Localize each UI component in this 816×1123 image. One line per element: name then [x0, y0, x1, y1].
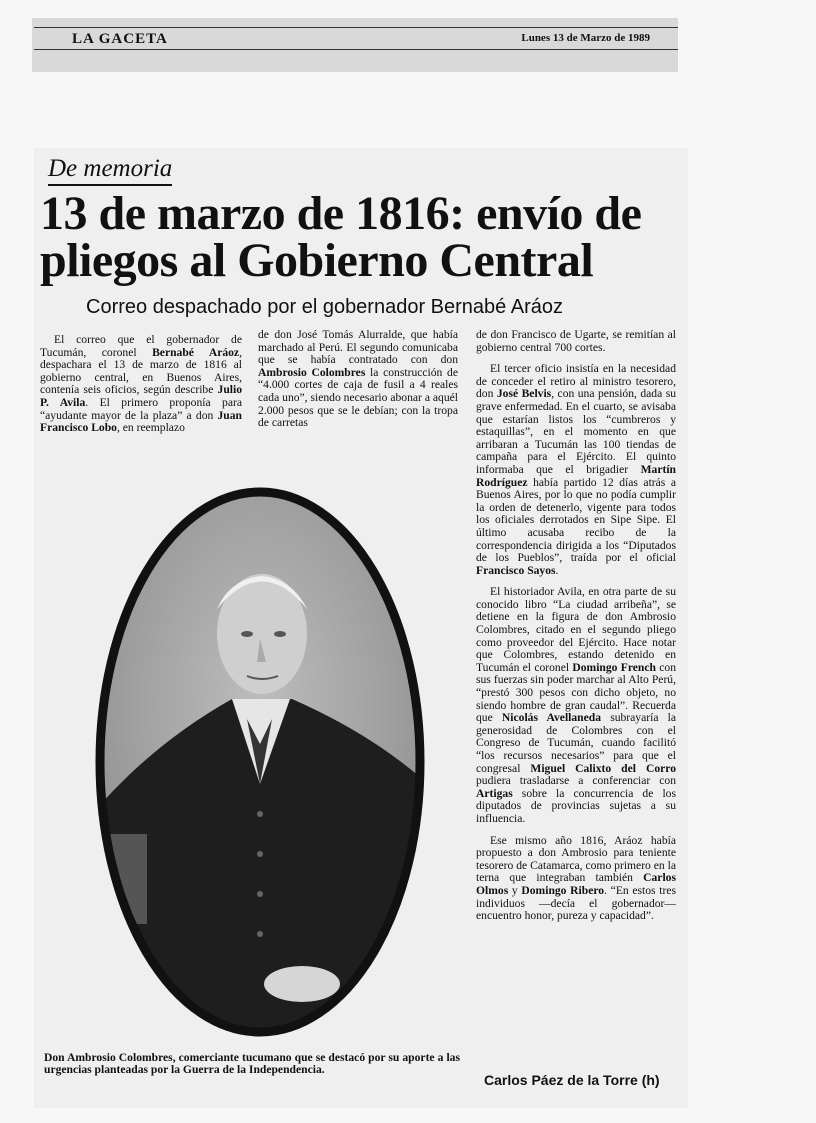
text-run: , despachara el 13 de marzo de 1816 al gobierno central, en Buenos Aires, contenía seis oficios, según describe	[40, 345, 242, 397]
text-run: había partido 12 días atrás a Buenos Aires, por lo que no podía cumplir la orden de detenerlo, vigente para todos los oficiales derrotados en Sipe Sipe. El último acusaba recibo de la correspondencia dirigida a los “Diputados de los Pueblos”, traída por el oficial	[476, 475, 676, 565]
text-run: El historiador Avila, en otra parte de su conocido libro “La ciudad arribeña”, se detiene en la figura de don Ambrosio Colombres, citado en el segundo pliego como proveedor del Ejército. Hace notar que Colombres, estando detenido en Tucumán el coronel	[476, 585, 676, 674]
bold-name: Carlos Olmos	[476, 871, 676, 897]
paragraph	[258, 329, 458, 430]
article-column-3	[476, 329, 676, 932]
bold-name: Ambrosio Colombres	[258, 365, 366, 379]
text-run: y	[508, 883, 522, 897]
text-run: sobre la concurrencia de los diputados de provincias sujetas a su influencia.	[476, 786, 676, 825]
paragraph	[476, 329, 676, 354]
paragraph	[476, 586, 676, 825]
bold-name: Artigas	[476, 786, 513, 800]
headline	[40, 187, 690, 287]
text-run: con sus fuerzas sin poder marchar al Alto Perú, “prestó 300 pesos con dicho objeto, no siendo hombre de gran caudal”. Recuerda que	[476, 660, 676, 725]
newspaper-name: LA GACETA	[72, 31, 168, 47]
subheadline: Correo despachado por el gobernador Bernabé Aráoz	[86, 296, 563, 318]
masthead-rule-bottom	[34, 49, 678, 50]
text-run: , con una pensión, dada su grave enfermedad. En el cuarto, se avisaba que estarían listos los “cumbreros y estaquillas”, en el momento en que arribaran a Tucumán las 100 tiendas de campaña para el Ejército. El quinto informaba que el brigadier	[476, 387, 677, 476]
byline: Carlos Páez de la Torre (h)	[484, 1072, 660, 1088]
bold-name: Nicolás Avellaneda	[501, 711, 602, 725]
section-label: De memoria	[48, 155, 172, 186]
text-run: Ese mismo año 1816, Aráoz había propuesto a don Ambrosio para teniente tesorero de Catamarca, como primero en la terna que integraban también	[476, 833, 676, 885]
portrait-photo	[92, 484, 428, 1040]
article-column-1	[40, 334, 242, 444]
text-run: de don Francisco de Ugarte, se remitían al gobierno central 700 cortes.	[476, 328, 676, 354]
headline-line-2: pliegos al Gobierno Central	[40, 234, 594, 287]
text-run: de don José Tomás Alurralde, que había marchado al Perú. El segundo comunicaba que se había contratado con don	[258, 328, 458, 367]
bold-name: José Belvis	[496, 387, 552, 401]
bold-name: Domingo French	[572, 660, 656, 674]
article-column-2	[258, 329, 458, 439]
masthead-rule-top	[34, 27, 678, 28]
paragraph	[476, 835, 676, 923]
bold-name: Domingo Ribero	[521, 883, 605, 897]
text-run: . “En estos tres individuos —decía el gobernador— encuentro honor, pureza y capacidad”.	[476, 883, 676, 923]
paragraph	[476, 363, 676, 577]
text-run: , en reemplazo	[116, 421, 185, 435]
bold-name: Martín Rodríguez	[476, 462, 676, 489]
issue-date: Lunes 13 de Marzo de 1989	[521, 32, 650, 44]
bold-name: Bernabé Aráoz	[152, 345, 240, 359]
text-run: El correo que el gobernador de Tucumán, coronel	[40, 333, 242, 359]
text-run: .	[555, 563, 559, 577]
bold-name: Miguel Calixto del Corro	[530, 761, 676, 775]
text-run: pudiera trasladarse a conferenciar con	[476, 774, 676, 788]
photo-caption: Don Ambrosio Colombres, comerciante tucumano que se destacó por su aporte a las urgencias planteadas por la Guerra de la Independencia.	[44, 1051, 460, 1077]
paragraph	[40, 334, 242, 435]
headline-line-1: 13 de marzo de 1816: envío de	[40, 187, 642, 240]
bold-name: Julio P. Avila	[40, 383, 242, 409]
bold-name: Francisco Sayos	[476, 563, 556, 577]
text-run: . El primero proponía para “ayudante mayor de la plaza” a don	[40, 395, 242, 422]
text-run: la construcción de “4.000 cortes de caja de fusil a 4 reales cada uno”, siendo necesario abonar a aquél 2.000 pesos que se le debían; con la tropa de carretas	[258, 365, 458, 430]
text-run: El tercer oficio insistía en la necesidad de conceder el retiro al ministro tesorero, don	[476, 362, 676, 401]
text-run: subrayaría la generosidad de Colombres con el Congreso de Tucumán, cuando facilitó “los recursos necesarios” para que el congresal	[476, 711, 677, 775]
bold-name: Juan Francisco Lobo	[40, 408, 242, 435]
